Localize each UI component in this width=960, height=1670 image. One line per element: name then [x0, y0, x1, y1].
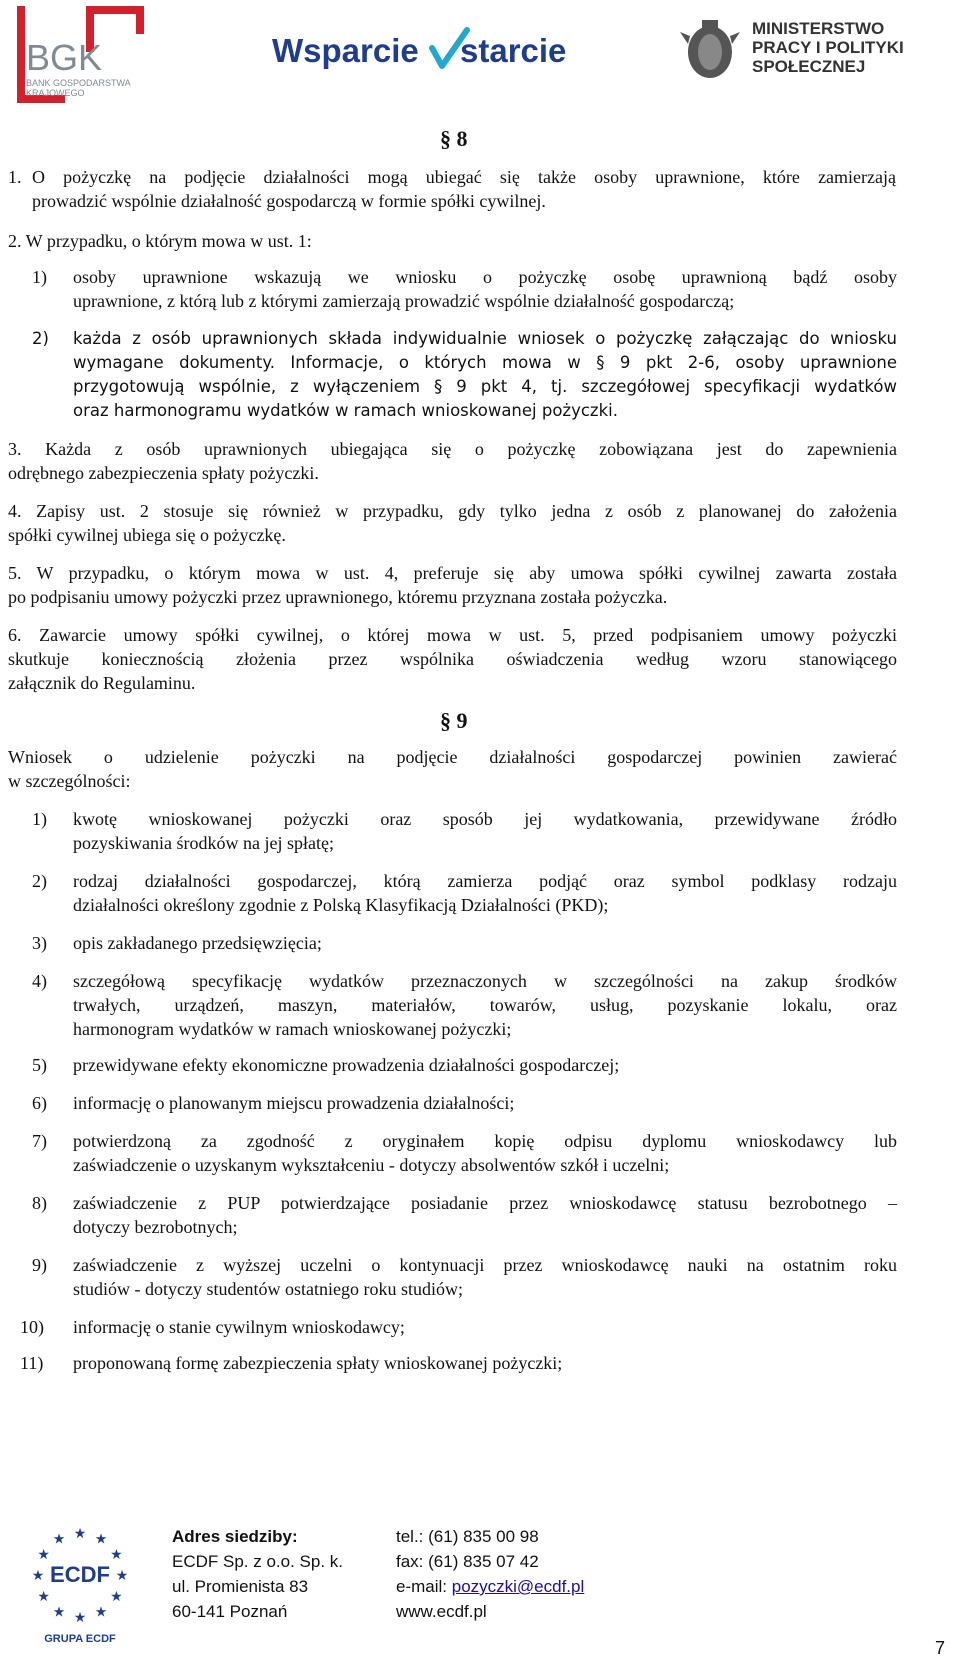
star-icon: ★ [37, 1590, 50, 1605]
bgk-subtitle-1: BANK GOSPODARSTWA [26, 78, 131, 88]
section-9-item-line: potwierdzoną za zgodność z oryginałem kopię odpisu dyplomu wnioskodawcy lub [73, 1131, 897, 1151]
star-icon: ★ [73, 1527, 87, 1542]
star-icon: ★ [110, 1548, 123, 1563]
section-9-item-line: proponowaną formę zabezpieczenia spłaty wnioskowanej pożyczki; [73, 1353, 563, 1373]
paragraph-6-line-2: skutkuje koniecznością złożenia przez wspólnika oświadczenia według wzoru stanowiącego [8, 649, 897, 669]
paragraph-4-line-2: spółki cywilnej ubiega się o pożyczkę. [8, 525, 286, 545]
section-9-item-line: zaświadczenie z wyższej uczelni o kontynuacji przez wnioskodawcę nauki na ostatnim roku [73, 1255, 897, 1275]
item-2-line-4: oraz harmonogramu wydatków w ramach wnioskowanej pożyczki. [73, 401, 618, 420]
star-icon: ★ [94, 1532, 108, 1548]
paragraph-5-line-1: 5. W przypadku, o którym mowa w ust. 4, preferuje się aby umowa spółki cywilnej zawarta została [8, 563, 897, 583]
section-9-item-line: kwotę wnioskowanej pożyczki oraz sposób jej wydatkowania, przewidywane źródło [73, 809, 897, 829]
paragraph-6-line-1: 6. Zawarcie umowy spółki cywilnej, o której mowa w ust. 5, przed podpisaniem umowy pożyczki [8, 625, 897, 645]
section-9-item-number: 4) [32, 971, 47, 991]
page-number: 7 [935, 1638, 946, 1658]
address-city: 60-141 Poznań [172, 1602, 288, 1621]
section-9-item-number: 2) [32, 871, 47, 891]
item-1-line-1: osoby uprawnione wskazują we wniosku o pożyczkę osobę uprawnioną bądź osoby [73, 267, 897, 287]
item-2-line-2: wymagane dokumenty. Informacje, o których mowa w § 9 pkt 2-6, osoby uprawnione [73, 353, 897, 372]
item-2-line-1: każda z osób uprawnionych składa indywidualnie wniosek o pożyczkę załączając do wniosku [73, 329, 897, 348]
section-9-item-number: 8) [32, 1193, 47, 1213]
section-9-item-number: 1) [32, 809, 47, 829]
ministry-line-3: SPOŁECZNEJ [752, 57, 866, 76]
section-9-item-number: 10) [20, 1317, 44, 1337]
section-8-title: § 8 [440, 126, 468, 151]
section-9-item-line: informację o planowanym miejscu prowadzenia działalności; [73, 1093, 515, 1113]
star-icon: ★ [110, 1590, 123, 1605]
item-2-number: 2) [32, 329, 49, 348]
section-9-item-number: 3) [32, 933, 47, 953]
ministry-logo [680, 14, 940, 84]
address-company: ECDF Sp. z o.o. Sp. k. [172, 1552, 344, 1571]
paragraph-1-line-2: prowadzić wspólnie działalność gospodarczą w formie spółki cywilnej. [32, 191, 546, 211]
section-9-intro-line-1: Wniosek o udzielenie pożyczki na podjęcie działalności gospodarczej powinien zawierać [8, 747, 897, 767]
fax-number: fax: (61) 835 07 42 [396, 1552, 539, 1571]
ministry-line-1: MINISTERSTWO [752, 19, 885, 38]
section-9-title: § 9 [440, 708, 468, 733]
ecdf-logo-text: ECDF [50, 1562, 110, 1587]
section-9-item-line: informację o stanie cywilnym wnioskodawcy; [73, 1317, 405, 1337]
section-9-item-number: 6) [32, 1093, 47, 1113]
paragraph-4-line-1: 4. Zapisy ust. 2 stosuje się również w przypadku, gdy tylko jedna z osób z planowanej do założenia [8, 501, 897, 521]
logo-word-wsparcie: Wsparcie [272, 32, 419, 69]
paragraph-6-line-3: załącznik do Regulaminu. [8, 673, 196, 693]
star-icon: ★ [37, 1548, 50, 1563]
section-9-item-line: zaświadczenie z PUP potwierdzające posiadanie przez wnioskodawcę statusu bezrobotnego – [73, 1193, 897, 1213]
item-2-line-3: przygotowują wspólnie, z wyłączeniem § 9 pkt 4, tj. szczegółowej specyfikacji wydatków [73, 377, 897, 396]
item-1-number: 1) [32, 267, 47, 287]
ministry-line-2: PRACY I POLITYKI [752, 38, 904, 57]
paragraph-5-line-2: po podpisaniu umowy pożyczki przez uprawnionego, któremu przyznana została pożyczka. [8, 587, 668, 607]
email-link[interactable]: pozyczki@ecdf.pl [451, 1577, 585, 1596]
star-icon: ★ [52, 1532, 66, 1548]
page-header [0, 0, 960, 120]
star-icon: ★ [52, 1605, 66, 1621]
eagle-emblem-icon [680, 20, 740, 78]
email-label: e-mail: [396, 1577, 452, 1596]
star-icon: ★ [115, 1569, 129, 1584]
bgk-logo [12, 6, 162, 111]
page-footer [0, 1520, 960, 1670]
star-icon: ★ [73, 1611, 87, 1626]
section-9-item-number: 5) [32, 1055, 47, 1075]
section-9-item-line: działalności określony zgodnie z Polską Klasyfikacją Działalności (PKD); [73, 895, 609, 915]
phone-number: tel.: (61) 835 00 98 [396, 1527, 539, 1546]
section-9-item-number: 7) [32, 1131, 47, 1151]
wsparcie-na-starcie-logo [272, 26, 592, 76]
section-9-item-line: pozyskiwania środków na jej spłatę; [73, 833, 334, 853]
section-9-item-line: przewidywane efekty ekonomiczne prowadzenia działalności gospodarczej; [73, 1055, 620, 1075]
section-9-item-line: opis zakładanego przedsięwzięcia; [73, 933, 322, 953]
bgk-name: BGK [26, 37, 103, 78]
ecdf-logo [20, 1520, 140, 1650]
address-title: Adres siedziby: [172, 1527, 298, 1546]
section-9-item-line: rodzaj działalności gospodarczej, którą zamierza podjąć oraz symbol podklasy rodzaju [73, 871, 897, 891]
section-9-item-number: 9) [32, 1255, 47, 1275]
logo-word-starcie: starcie [460, 32, 567, 69]
ecdf-group-text: GRUPA ECDF [44, 1633, 116, 1645]
section-9-item-line: zaświadczenie o uzyskanym wykształceniu - dotyczy absolwentów szkół i uczelni; [73, 1155, 670, 1175]
section-9-item-line: harmonogram wydatków w ramach wnioskowanej pożyczki; [73, 1019, 512, 1039]
bgk-subtitle-2: KRAJOWEGO [26, 88, 85, 98]
star-icon: ★ [31, 1569, 45, 1584]
section-9-item-number: 11) [20, 1353, 44, 1373]
star-icon: ★ [94, 1605, 108, 1621]
paragraph-1-line-1: O pożyczkę na podjęcie działalności mogą ubiegać się także osoby uprawnione, które zamierzają [32, 167, 896, 187]
paragraph-2: 2. W przypadku, o którym mowa w ust. 1: [8, 231, 312, 251]
section-9-item-line: szczegółową specyfikację wydatków przeznaczonych w szczególności na zakup środków [73, 971, 897, 991]
website-link[interactable]: www.ecdf.pl [396, 1602, 487, 1621]
paragraph-3-line-1: 3. Każda z osób uprawnionych ubiegająca się o pożyczkę zobowiązana jest do zapewnienia [8, 439, 897, 459]
address-street: ul. Promienista 83 [172, 1577, 309, 1596]
paragraph-3-line-2: odrębnego zabezpieczenia spłaty pożyczki. [8, 463, 319, 483]
paragraph-1-number: 1. [8, 167, 22, 187]
section-9-item-line: trwałych, urządzeń, maszyn, materiałów, towarów, usług, pozyskanie lokalu, oraz [73, 995, 897, 1015]
item-1-line-2: uprawnione, z którą lub z którymi zamierzają prowadzić wspólnie działalność gospodarczą; [73, 291, 735, 311]
section-9-intro-line-2: w szczególności: [8, 771, 131, 791]
section-9-item-line: dotyczy bezrobotnych; [73, 1217, 238, 1237]
section-9-item-line: studiów - dotyczy studentów ostatniego roku studiów; [73, 1279, 463, 1299]
